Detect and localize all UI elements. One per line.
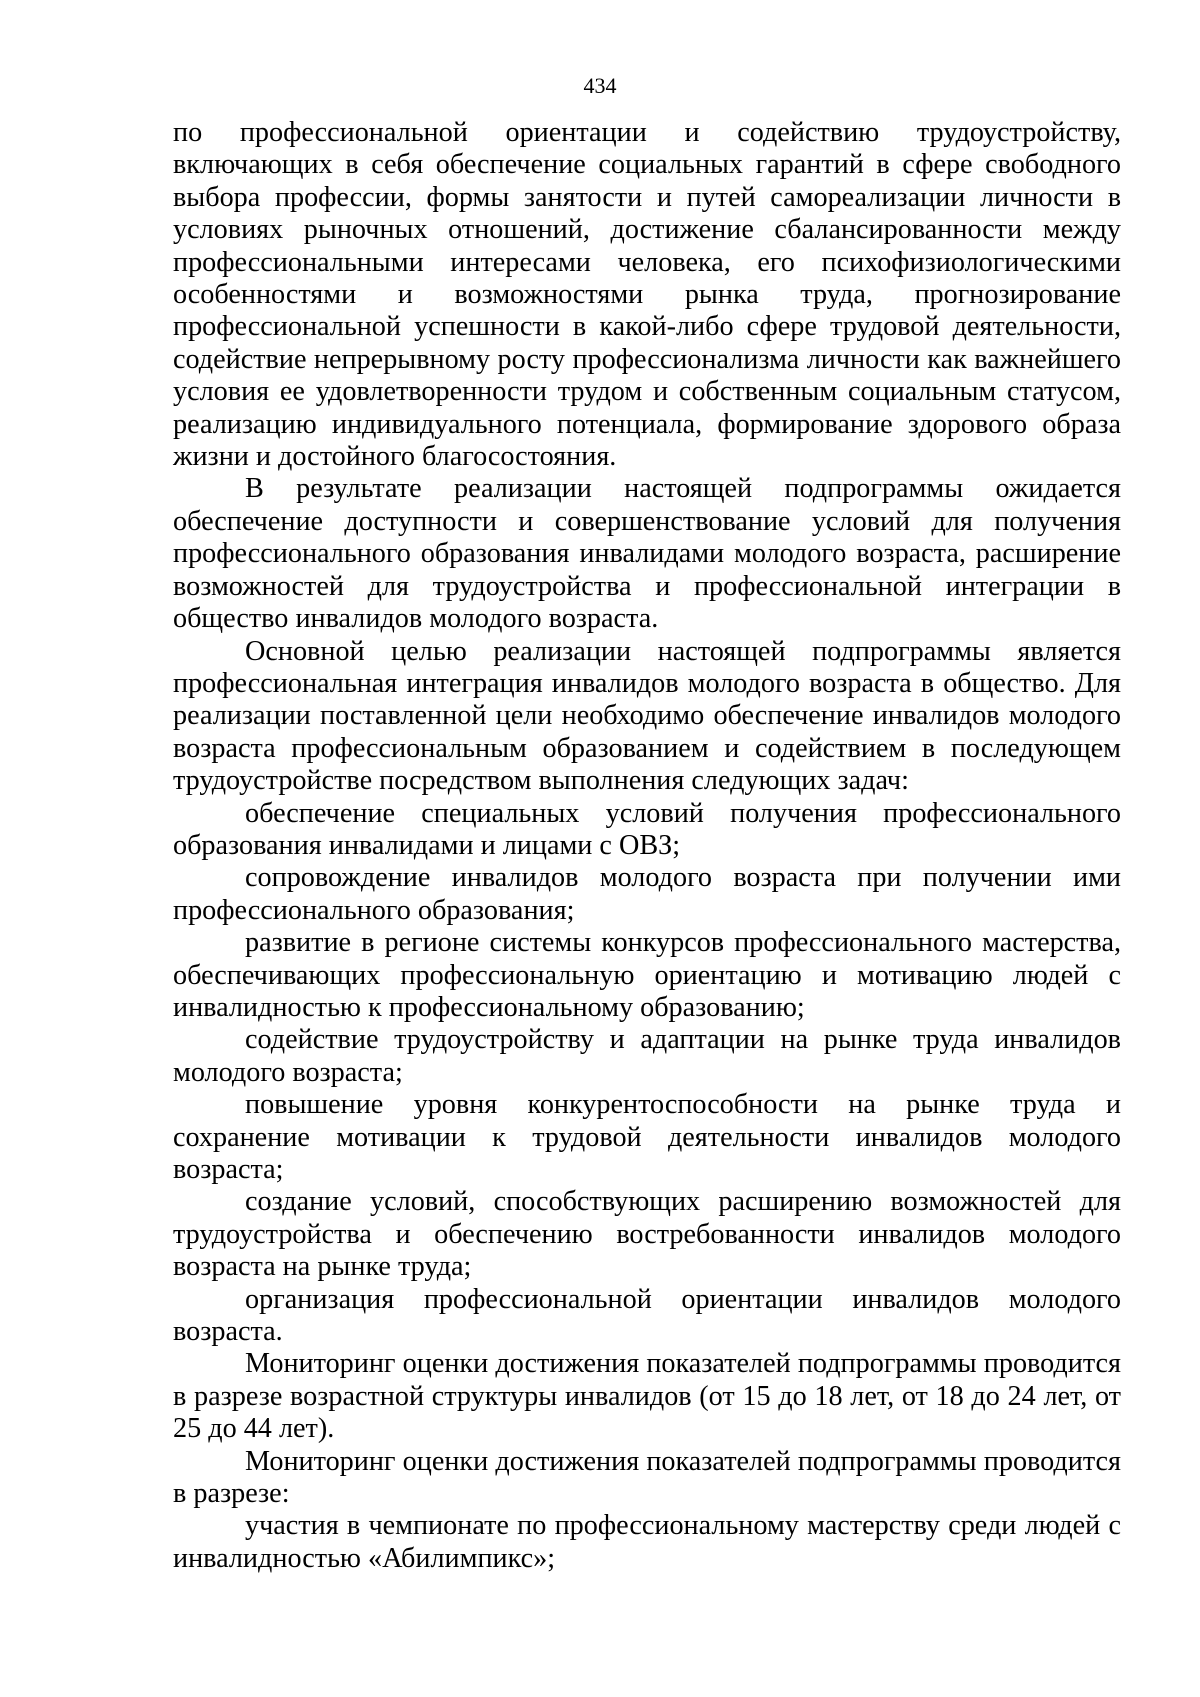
task-item: развитие в регионе системы конкурсов профессионального мастерства, обеспечивающих профессиональную ориентацию и мотивацию людей с инвалидностью к профессиональному образованию; bbox=[173, 927, 1121, 1023]
task-item: повышение уровня конкурентоспособности на рынке труда и сохранение мотивации к трудовой деятельности инвалидов молодого возраста; bbox=[173, 1089, 1121, 1185]
monitoring-item: участия в чемпионате по профессиональному мастерству среди людей с инвалидностью «Абилимпикс»; bbox=[173, 1510, 1121, 1574]
page-number: 434 bbox=[583, 73, 617, 98]
paragraph-continuation: по профессиональной ориентации и содействию трудоустройству, включающих в себя обеспечение социальных гарантий в сфере свободного выбора профессии, формы занятости и путей самореализации личности в условиях рыночных отношений, достижение сбалансированности между профессиональными интересами человека, его психофизиологическими особенностями и возможностями рынка труда, прогнозирование профессиональной успешности в какой-либо сфере трудовой деятельности, содействие непрерывному росту профессионализма личности как важнейшего условия ее удовлетворенности трудом и собственным социальным статусом, реализацию индивидуального потенциала, формирование здорового образа жизни и достойного благосостояния. bbox=[173, 117, 1121, 473]
paragraph-expected-result: В результате реализации настоящей подпрограммы ожидается обеспечение доступности и совершенствование условий для получения профессионального образования инвалидами молодого возраста, расширение возможностей для трудоустройства и профессиональной интеграции в общество инвалидов молодого возраста. bbox=[173, 473, 1121, 635]
page-body bbox=[173, 117, 1121, 1575]
paragraph-monitoring-age: Мониторинг оценки достижения показателей подпрограммы проводится в разрезе возрастной структуры инвалидов (от 15 до 18 лет, от 18 до 24 лет, от 25 до 44 лет). bbox=[173, 1348, 1121, 1445]
task-item: создание условий, способствующих расширению возможностей для трудоустройства и обеспечению востребованности инвалидов молодого возраста на рынке труда; bbox=[173, 1186, 1121, 1283]
paragraph-main-goal: Основной целью реализации настоящей подпрограммы является профессиональная интеграция инвалидов молодого возраста в общество. Для реализации поставленной цели необходимо обеспечение инвалидов молодого возраста профессиональным образованием и содействием в последующем трудоустройстве посредством выполнения следующих задач: bbox=[173, 635, 1121, 797]
paragraph-monitoring-breakdown: Мониторинг оценки достижения показателей подпрограммы проводится в разрезе: bbox=[173, 1445, 1121, 1510]
task-item: сопровождение инвалидов молодого возраста при получении ими профессионального образования; bbox=[173, 862, 1121, 926]
task-item: обеспечение специальных условий получения профессионального образования инвалидами и лицами с ОВЗ; bbox=[173, 797, 1121, 861]
task-item: организация профессиональной ориентации инвалидов молодого возраста. bbox=[173, 1283, 1121, 1348]
task-item: содействие трудоустройству и адаптации на рынке труда инвалидов молодого возраста; bbox=[173, 1024, 1121, 1088]
